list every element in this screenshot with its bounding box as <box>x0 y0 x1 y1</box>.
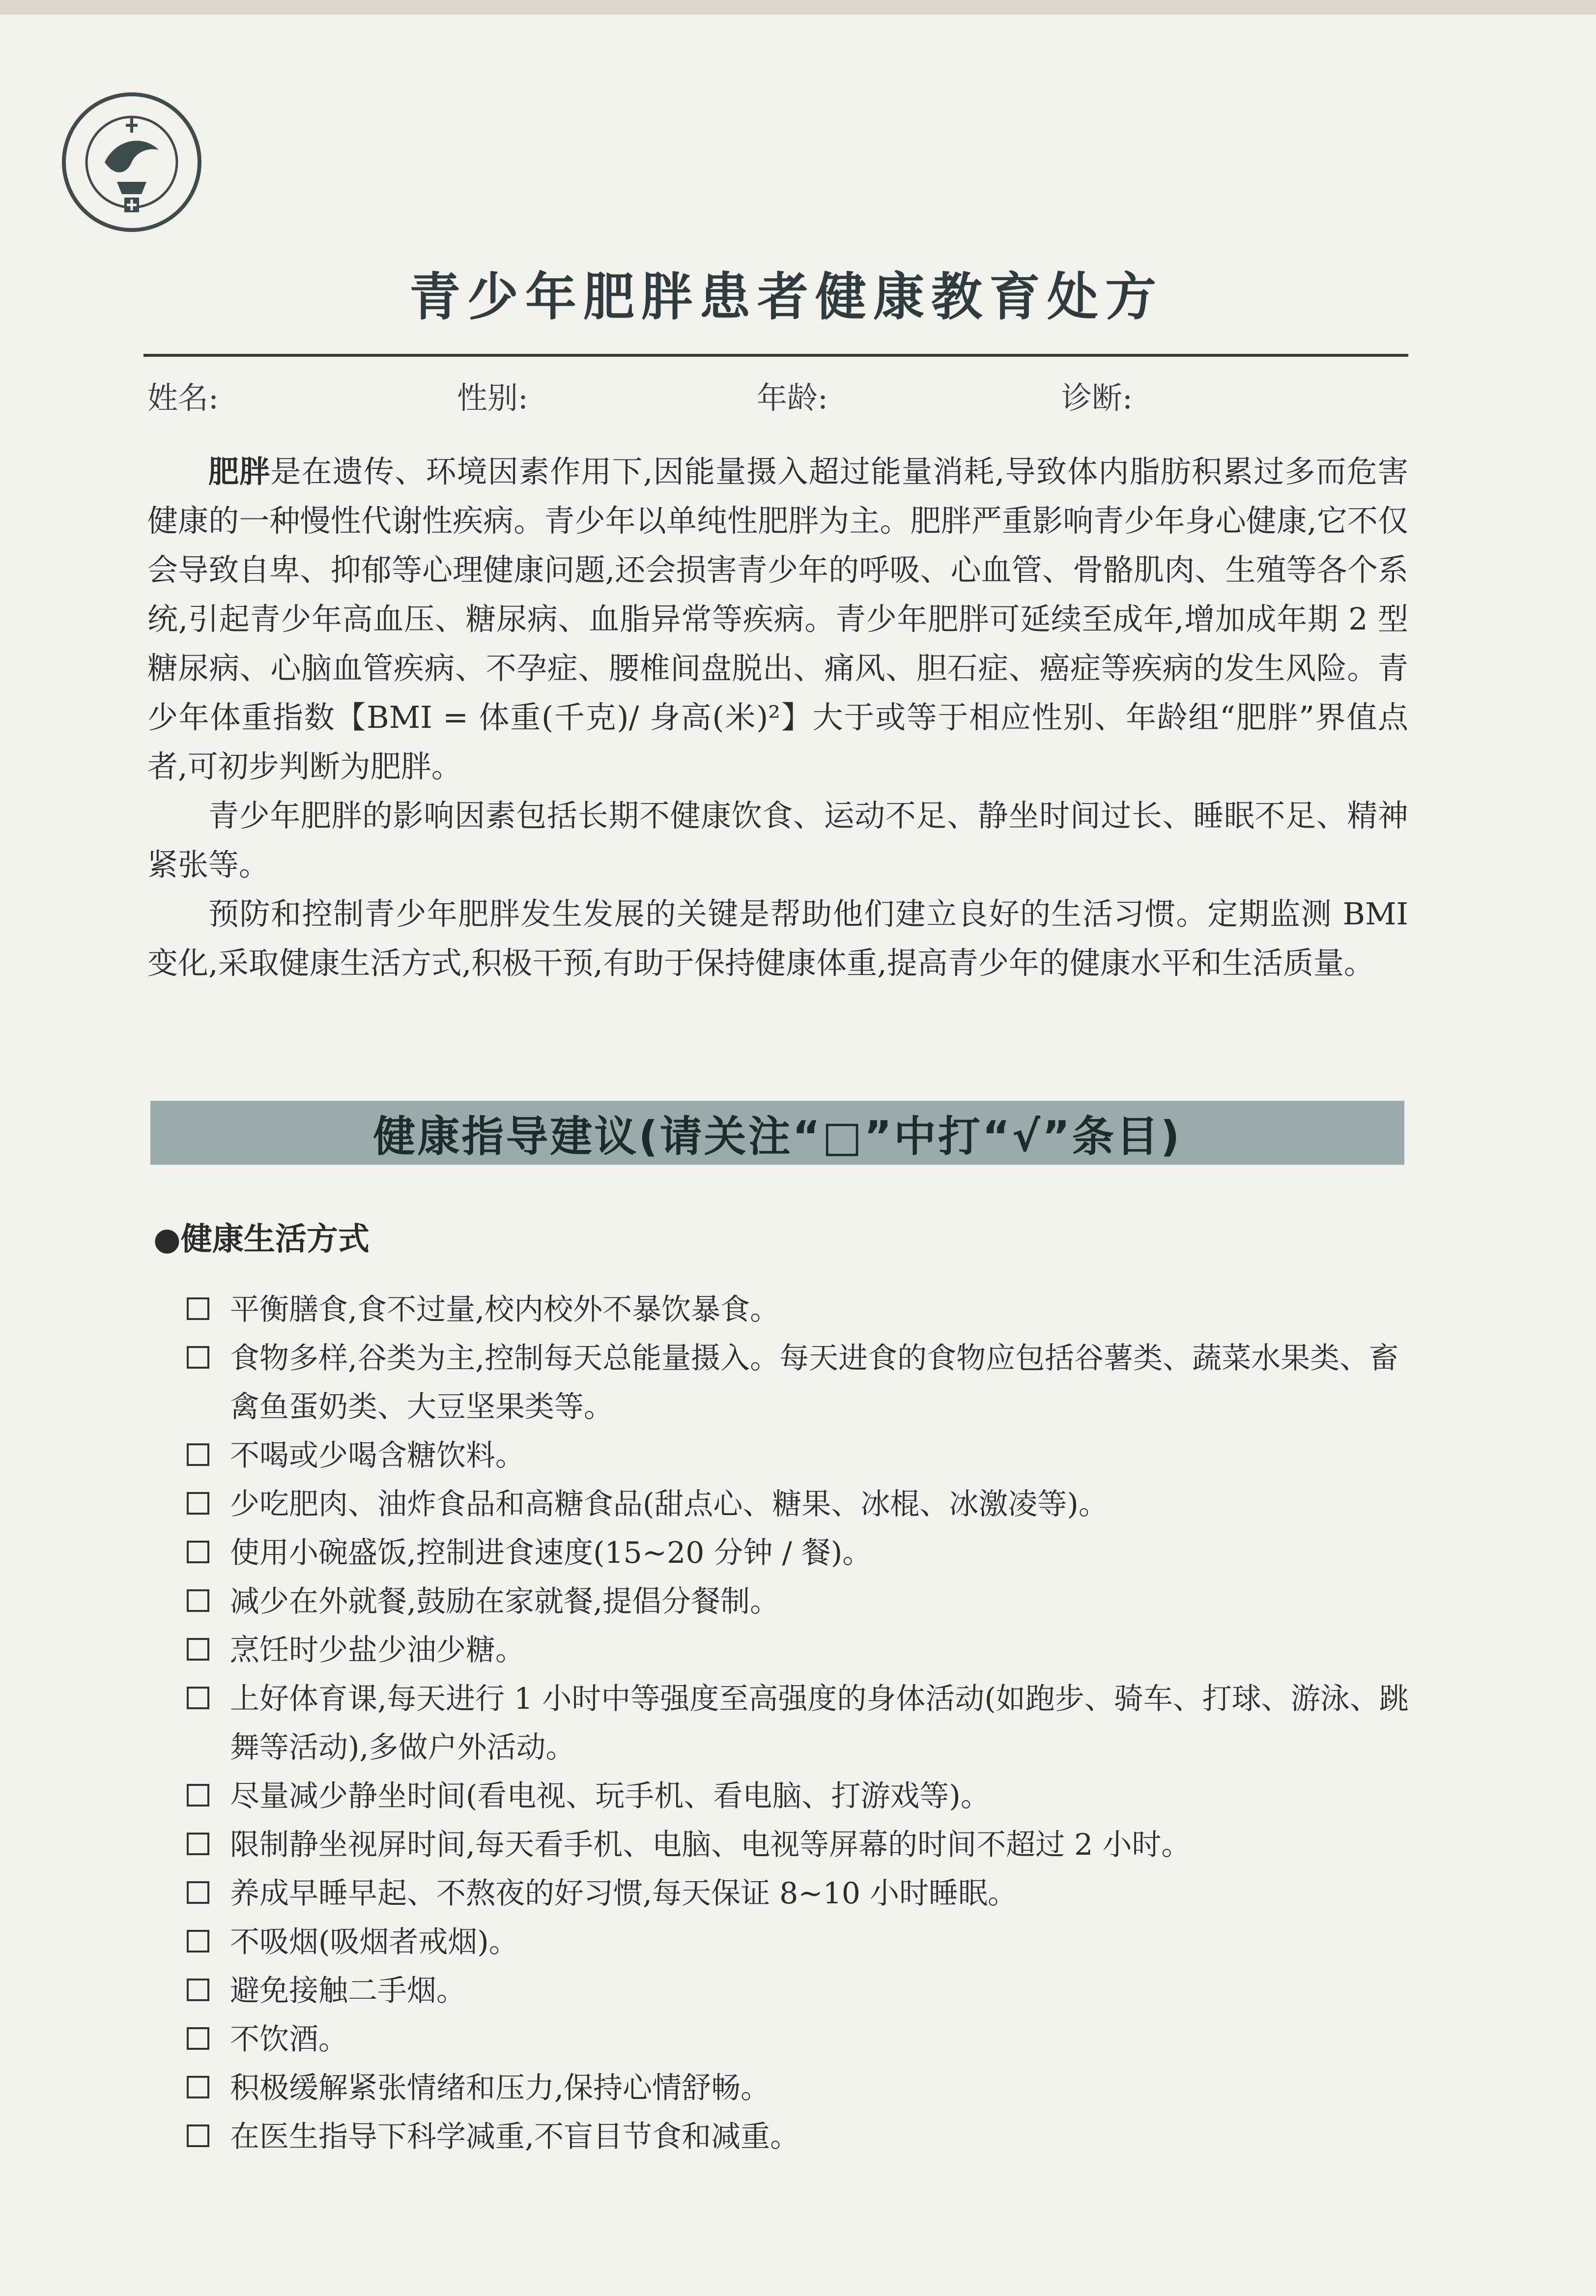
checklist-item <box>187 1529 1410 1578</box>
checkbox[interactable] <box>187 1346 209 1369</box>
checkbox[interactable] <box>187 2076 209 2098</box>
checkbox[interactable] <box>187 1833 209 1855</box>
diagnosis-field-label: 诊断: <box>1061 380 1133 416</box>
checklist-item <box>187 1432 1410 1480</box>
checkbox[interactable] <box>187 1297 209 1320</box>
checkbox[interactable] <box>187 1687 209 1709</box>
checklist-item-text: 养成早睡早起、不熬夜的好习惯,每天保证 8~10 小时睡眠。 <box>230 1876 1018 1911</box>
checklist-item <box>187 1869 1410 1918</box>
checklist-item <box>187 1772 1410 1821</box>
checklist-item <box>187 1821 1410 1869</box>
checkbox[interactable] <box>187 1930 209 1952</box>
checkbox[interactable] <box>187 1784 209 1807</box>
checklist-item <box>187 1967 1410 2015</box>
checklist-item-text: 食物多样,谷类为主,控制每天总能量摄入。每天进食的食物应包括谷薯类、蔬菜水果类、畜禽鱼蛋奶类、大豆坚果类等。 <box>230 1341 1399 1424</box>
checklist-item-text: 使用小碗盛饭,控制进食速度(15~20 分钟 / 餐)。 <box>230 1536 872 1570</box>
checkbox[interactable] <box>187 1492 209 1515</box>
intro-text <box>147 447 1408 988</box>
checklist-item <box>187 1626 1410 1675</box>
intro-paragraph-2: 青少年肥胖的影响因素包括长期不健康饮食、运动不足、静坐时间过长、睡眠不足、精神紧张等。 <box>147 798 1408 883</box>
checklist-item-text: 限制静坐视屏时间,每天看手机、电脑、电视等屏幕的时间不超过 2 小时。 <box>230 1828 1191 1862</box>
checklist <box>187 1286 1410 2161</box>
checklist-item-text: 积极缓解紧张情绪和压力,保持心情舒畅。 <box>230 2071 770 2105</box>
checkbox[interactable] <box>187 1589 209 1612</box>
checkbox[interactable] <box>187 2124 209 2147</box>
checkbox[interactable] <box>187 1443 209 1466</box>
checklist-item <box>187 1578 1410 1626</box>
checklist-item <box>187 1918 1410 1967</box>
checklist-item <box>187 2064 1410 2113</box>
checkbox[interactable] <box>187 1881 209 1904</box>
checklist-item-text: 上好体育课,每天进行 1 小时中等强度至高强度的身体活动(如跑步、骑车、打球、游泳、跳舞等活动),多做户外活动。 <box>230 1682 1409 1765</box>
checklist-item <box>187 1480 1410 1529</box>
page-title: 青少年肥胖患者健康教育处方 <box>409 267 1163 327</box>
document-page <box>0 15 1596 2296</box>
checklist-item-text: 减少在外就餐,鼓励在家就餐,提倡分餐制。 <box>230 1584 780 1619</box>
title-divider <box>143 354 1408 357</box>
checklist-item <box>187 1334 1410 1432</box>
age-field-label: 年龄: <box>757 380 828 416</box>
intro-paragraph-3: 预防和控制青少年肥胖发生发展的关键是帮助他们建立良好的生活习惯。定期监测 BMI 变化,采取健康生活方式,积极干预,有助于保持健康体重,提高青少年的健康水平和生活质量。 <box>147 896 1408 981</box>
checkbox[interactable] <box>187 1638 209 1661</box>
checkbox[interactable] <box>187 1979 209 2001</box>
section-heading: ●健康生活方式 <box>153 1221 370 1258</box>
checklist-item-text: 避免接触二手烟。 <box>230 1974 466 2008</box>
checklist-item-text: 不吸烟(吸烟者戒烟)。 <box>230 1925 518 1959</box>
name-field-label: 姓名: <box>147 380 219 416</box>
intro-paragraph-1 <box>147 447 1408 791</box>
checklist-item-text: 少吃肥肉、油炸食品和高糖食品(甜点心、糖果、冰棍、冰激凌等)。 <box>230 1487 1108 1521</box>
gender-field-label: 性别: <box>457 380 528 416</box>
checkbox[interactable] <box>187 2027 209 2050</box>
guidance-banner: 健康指导建议(请关注“□”中打“√”条目) <box>150 1101 1404 1165</box>
checklist-item-text: 不喝或少喝含糖饮料。 <box>230 1438 525 1473</box>
checklist-item <box>187 2113 1410 2161</box>
intro-keyword: 肥胖 <box>208 454 271 489</box>
checklist-item-text: 在医生指导下科学减重,不盲目节食和减重。 <box>230 2120 800 2154</box>
intro-paragraph-1-text: 是在遗传、环境因素作用下,因能量摄入超过能量消耗,导致体内脂肪积累过多而危害健康的一种慢性代谢性疾病。青少年以单纯性肥胖为主。肥胖严重影响青少年身心健康,它不仅会导致自卑、抑郁等心理健康问题,还会损害青少年的呼吸、心血管、骨骼肌肉、生殖等各个系统,引起青少年高血压、糖尿病、血脂异常等疾病。青少年肥胖可延续至成年,增加成年期 2 型糖尿病、心脑血管疾病、不孕症、腰椎间盘脱出、痛风、胆石症、癌症等疾病的发生风险。青少年体重指数【BMI = 体重(千克)/ 身高(米)²】大于或等于相应性别、年龄组“肥胖”界值点者,可初步判断为肥胖。 <box>147 454 1408 784</box>
checklist-item-text: 平衡膳食,食不过量,校内校外不暴饮暴食。 <box>230 1292 780 1327</box>
checkbox[interactable] <box>187 1541 209 1563</box>
checklist-item-text: 尽量减少静坐时间(看电视、玩手机、看电脑、打游戏等)。 <box>230 1779 990 1813</box>
checklist-item <box>187 1675 1410 1772</box>
hospital-logo <box>58 88 205 236</box>
checklist-item <box>187 1286 1410 1334</box>
checklist-item <box>187 2015 1410 2064</box>
checklist-item-text: 不饮酒。 <box>230 2022 348 2057</box>
checklist-item-text: 烹饪时少盐少油少糖。 <box>230 1633 525 1667</box>
